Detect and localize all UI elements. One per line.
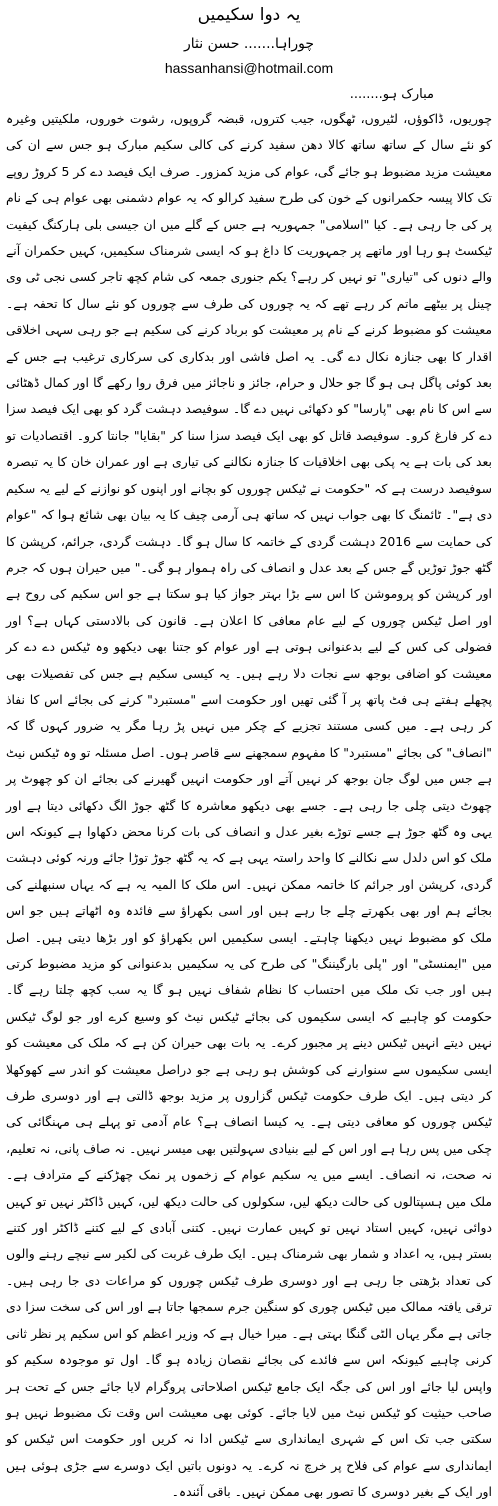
column-byline: چوراہا....... حسن نثار: [183, 36, 314, 52]
article-intro: مبارک ہو........: [349, 87, 434, 102]
article-body: چوریوں، ڈاکوؤں، لٹیروں، ٹھگوں، جیب کتروں، قبضہ گروپوں، رشوت خوروں، ملکیتیں وغیرہ کو نئے سال کے ساتھ ساتھ کالا دھن سفید کرنے کی کالی سکیم مبارک ہو جس سے ان کی معیشت مزید مضبوط ہو جائے گی، عوام کی مزید کمزور۔ صرف ایک فیصد دے کر 5 کروڑ روپے تک کالا پیسہ حکمرانوں کے خون کی طرح سفید کرالو کہ یہ عوام دشمنی بھی عوام ہی کے نام پر کی جا رہی ہے۔ کیا "اسلامی" جمہوریہ ہے جس کے گلے میں ان جیسی بلی ہارکنگ کیفیت ٹیکسٹ ہو رہا اور ماتھے پر جمہوریت کا داغ ہو کہ ایسی شرمناک سکیمیں، کہیں حکمران آنے والے دنوں کی "تیاری" تو نہیں کر رہے؟ یکم جنوری جمعہ کی شام کچھ تاجر کسی نجی ٹی وی چینل پر بیٹھے ماتم کر رہے تھے کہ یہ چوروں کی طرف سے چوروں کو نئے سال کا تحفہ ہے۔ معیشت کو مضبوط کرنے کے نام پر معیشت کو برباد کرنے کی سکیم ہے جو رہی سہی اخلاقی اقدار کا بھی جنازہ نکال دے گی۔ یہ اصل فاشی اور بدکاری کی سرکاری ترغیب ہے جس کے بعد کوئی پاگل ہی ہو گا جو حلال و حرام، جائز و ناجائز میں فرق روا رکھے گا اور کمال ڈھٹائی سے اس کا نام بھی "پارسا" کو دکھائی نہیں دے گا۔ سوفیصد دہشت گرد کو بھی ایک فیصد سزا دے کر فارغ کرو۔ سوفیصد قاتل کو بھی ایک فیصد سزا سنا کر "بقایا" جانتا کرو۔ اقتصادیات تو بعد کی بات ہے یہ پکی بھی اخلاقیات کا جنازہ نکالنے کی تیاری ہے اور عمران خان کا یہ تبصرہ سوفیصد درست ہے کہ "حکومت نے ٹیکس چوروں کو بچانے اور اپنوں کو نوازنے کے لیے یہ سکیم دی ہے"۔ ٹائمنگ کا بھی جواب نہیں کہ ساتھ ہی آرمی چیف کا یہ بیان بھی شائع ہوا کہ "عوام کی حمایت سے 2016 دہشت گردی کے خاتمہ کا سال ہو گا۔ دہشت گردی، جرائم، کرپشن کا گٹھ جوڑ توڑیں گے جس کے بعد عدل و انصاف کی راہ ہموار ہو گی۔" میں حیران ہوں کہ جرم اور کرپشن کو پروموشن کا اس سے بڑا بہتر جواز کیا ہو سکتا ہے جو اس سکیم کی روح ہے اور اصل ٹیکس چوروں کے لیے عام معافی کا اعلان ہے۔ قانون کی بالادستی کہاں ہے؟ اور فضولی کی کس کے لیے بدعنوانی ہوتی ہے اور عوام کو جتنا بھی دیکھو وہ ٹیکس دے دے کر معیشت کو اضافی بوجھ سے نجات دلا رہے ہیں۔ یہ کیسی سکیم ہے جس کی تفصیلات بھی پچھلے ہفتے ہی فٹ پاتھ پر آ گئی تھیں اور حکومت اسے "مستبرد" کرنے کی بجائے اس کا نفاذ کر رہی ہے۔ میں کسی مستند تجزیے کے چکر میں نہیں پڑ رہا مگر یہ ضرور کہوں گا کہ "انصاف" کی بجائے "مستبرد" کا مفہوم سمجھنے سے قاصر ہوں۔ اصل مسئلہ تو وہ ٹیکس نیٹ ہے جس میں لوگ جان بوجھ کر نہیں آتے اور حکومت انہیں گھیرنے کی بجائے ان کو چھوٹ پر چھوٹ دیتی چلی جا رہی ہے۔ جسے بھی دیکھو معاشرہ کا گٹھ جوڑ الگ دکھائی دیتا ہے اور یہی وہ گٹھ جوڑ ہے جسے توڑے بغیر عدل و انصاف کی بات کرنا محض دکھاوا ہے کیونکہ اس ملک کو اس دلدل سے نکالنے کا واحد راستہ یہی ہے کہ یہ گٹھ جوڑ توڑا جائے ورنہ کوئی دہشت گردی، کرپشن اور جرائم کا خاتمہ ممکن نہیں۔ اس ملک کا المیہ یہ ہے کہ یہاں سنبھلنے کی بجائے ہم اور بھی بکھرتے چلے جا رہے ہیں اور اسی بکھراؤ سے فائدہ وہ اٹھاتے ہیں جو اس ملک کو مضبوط نہیں دیکھنا چاہتے۔ ایسی سکیمیں اس بکھراؤ کو اور بڑھا دیتی ہیں۔ اصل میں "ایمنسٹی" اور "پلی بارگیننگ" کی طرح کی یہ سکیمیں بدعنوانی کو مزید مضبوط کرتی ہیں اور جب تک ملک میں احتساب کا نظام شفاف نہیں ہو گا یہ سب کچھ چلتا رہے گا۔ حکومت کو چاہیے کہ ایسی سکیموں کی بجائے ٹیکس نیٹ کو وسیع کرے اور جو لوگ ٹیکس نہیں دیتے انہیں ٹیکس دینے پر مجبور کرے۔ یہ بات بھی حیران کن ہے کہ ملک کی معیشت کو ایسی سکیموں سے سنوارنے کی کوشش ہو رہی ہے جو دراصل معیشت کو اندر سے کھوکھلا کر دیتی ہیں۔ ایک طرف حکومت ٹیکس گزاروں پر مزید بوجھ ڈالتی ہے اور دوسری طرف ٹیکس چوروں کو معافی دیتی ہے۔ یہ کیسا انصاف ہے؟ عام آدمی تو پہلے ہی مہنگائی کی چکی میں پس رہا ہے اور اس کے لیے بنیادی سہولتیں بھی میسر نہیں۔ نہ صاف پانی، نہ تعلیم، نہ صحت، نہ انصاف۔ ایسے میں یہ سکیم عوام کے زخموں پر نمک چھڑکنے کے مترادف ہے۔ ملک میں ہسپتالوں کی حالت دیکھ لیں، سکولوں کی حالت دیکھ لیں، کہیں ڈاکٹر نہیں تو کہیں دوائی نہیں، کہیں استاد نہیں تو کہیں عمارت نہیں۔ کتنی آبادی کے لیے کتنے ڈاکٹر اور کتنے بستر ہیں، یہ اعداد و شمار بھی شرمناک ہیں۔ ایک طرف غربت کی لکیر سے نیچے رہنے والوں کی تعداد بڑھتی جا رہی ہے اور دوسری طرف ٹیکس چوروں کو مراعات دی جا رہی ہیں۔ ترقی یافتہ ممالک میں ٹیکس چوری کو سنگین جرم سمجھا جاتا ہے اور اس کی سخت سزا دی جاتی ہے مگر یہاں الٹی گنگا بہتی ہے۔ میرا خیال ہے کہ وزیر اعظم کو اس سکیم پر نظر ثانی کرنی چاہیے کیونکہ اس سے فائدے کی بجائے نقصان زیادہ ہو گا۔ اول تو موجودہ سکیم کو واپس لیا جائے اور اس کی جگہ ایک جامع ٹیکس اصلاحاتی پروگرام لایا جائے جس کے تحت ہر صاحب حیثیت کو ٹیکس نیٹ میں لایا جائے۔ کوئی بھی معیشت اس وقت تک مضبوط نہیں ہو سکتی جب تک اس کے شہری ایمانداری سے ٹیکس ادا نہ کریں اور حکومت اس ٹیکس کو ایمانداری سے عوام کی فلاح پر خرچ نہ کرے۔ یہ دونوں باتیں ایک دوسرے سے جڑی ہوئی ہیں اور ایک کے بغیر دوسری کا تصور بھی ممکن نہیں۔ باقی آئندہ۔: [6, 111, 492, 1500]
article-title: یہ دوا سکیمیں: [197, 5, 301, 25]
author-email: hassanhansi@hotmail.com: [164, 60, 334, 76]
